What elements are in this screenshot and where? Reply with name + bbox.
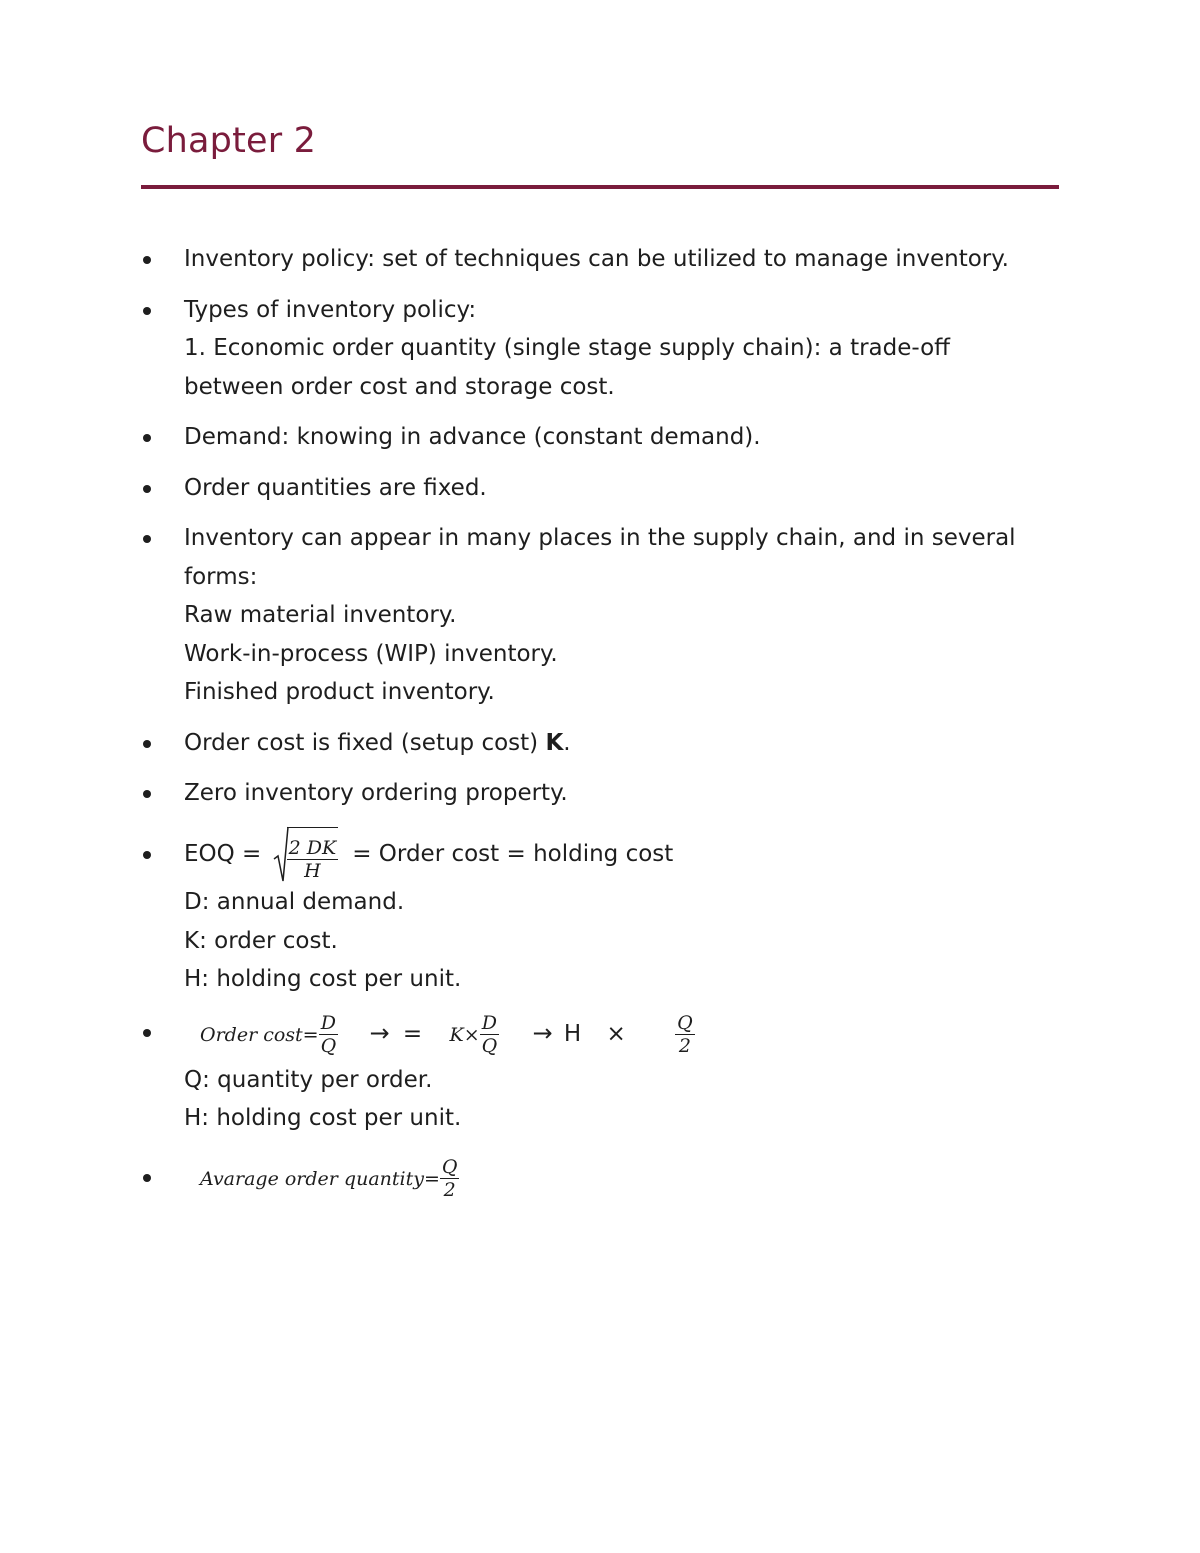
definition-text: Q: quantity per order. [184,1066,433,1093]
definition-text: H: holding cost per unit. [184,1105,462,1131]
title-divider [141,185,1059,189]
bullet-text: Inventory can appear in many places in the supply chain, and in several [184,525,1016,551]
list-item [141,291,1059,407]
sqrt-expression [287,825,339,883]
list-item [141,418,1059,457]
avg-order-formula: Avarage order quantity= $\frac{Q}{2}$ [200,1155,458,1201]
bullet-text: Order quantities are fixed. [184,474,487,501]
list-item [141,724,1059,763]
eoq-fraction [287,837,339,882]
definition-text: D: annual demand. [184,889,405,915]
order-cost-fraction: $\frac{D}{Q}$ [481,1011,498,1057]
avg-order-item [141,1150,1059,1206]
list-item [141,240,1059,279]
bullet-text: between order cost and storage cost. [184,373,615,400]
bullet-icon [143,535,151,543]
bullet-text: Raw material inventory. [184,602,457,628]
eoq-rhs: = Order cost = holding cost [352,840,674,867]
arrow-icon: → [369,1018,390,1047]
bullet-icon [143,256,151,264]
bullet-text: 1. Economic order quantity (single stage supply chain): a trade-off [184,335,951,361]
order-cost-item [141,1005,1059,1138]
bullet-text: Zero inventory ordering property. [184,780,568,806]
bullet-text: Work-in-process (WIP) inventory. [184,640,558,667]
bullet-icon [143,790,151,798]
fraction-numerator: 2 DK [288,837,337,859]
eoq-item [141,825,1059,999]
definition-text: K: order cost. [184,927,338,954]
bullet-list [141,240,1059,1218]
holding-cost-fraction: $\frac{Q}{2}$ [677,1011,693,1057]
list-item [141,519,1059,712]
order-cost-formula: Order cost= $\frac{D}{Q}$ → = K× $\frac{D}{Q}$ → H × $\frac{Q}{2}$ [200,1011,693,1057]
bullet-icon [143,307,151,315]
definition-text: H: holding cost per unit. [184,966,462,992]
eoq-formula [184,825,1059,884]
list-item [141,774,1059,813]
arrow-icon: → [532,1018,553,1047]
bullet-text: Order cost is fixed (setup cost) K. [184,729,571,756]
bullet-icon [143,851,151,859]
bullet-text: Inventory policy: set of techniques can be utilized to manage inventory. [184,246,1009,272]
fraction-denominator: H [304,860,321,882]
avg-order-fraction: $\frac{Q}{2}$ [441,1155,458,1201]
bullet-text: Demand: knowing in advance (constant demand). [184,424,761,450]
bold-k: K [545,729,564,756]
order-cost-fraction: $\frac{D}{Q}$ [320,1011,337,1057]
sqrt-body [287,827,339,888]
bullet-icon [143,740,151,748]
bullet-text: Finished product inventory. [184,679,495,705]
bullet-icon [143,434,151,442]
bullet-text: Types of inventory policy: [184,296,477,323]
bullet-icon [143,485,151,493]
sqrt-icon [273,825,289,883]
avg-order-label: Avarage order quantity [200,1167,424,1190]
eoq-label: EOQ = [184,840,269,867]
page-title: Chapter 2 [141,121,317,161]
order-cost-label: Order cost [200,1023,303,1046]
list-item [141,469,1059,508]
bullet-text: forms: [184,563,258,590]
